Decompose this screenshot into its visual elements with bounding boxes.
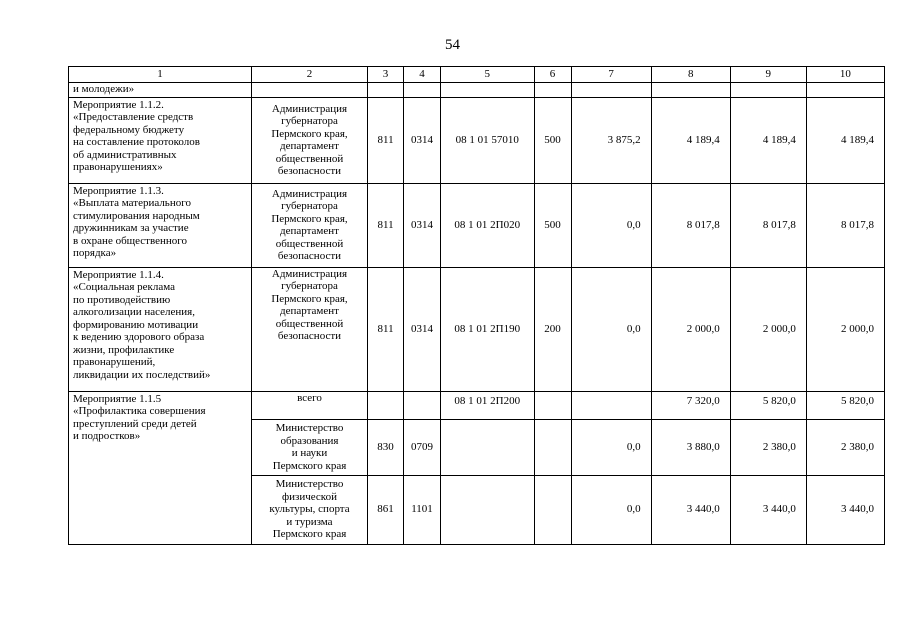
value-col9: 3 440,0 bbox=[730, 475, 806, 544]
page-number: 54 bbox=[445, 37, 460, 53]
executor: Администрация губернатора Пермского края, департамент общественной безопасности bbox=[251, 267, 367, 391]
gr-code: 811 bbox=[368, 97, 404, 183]
value-col10: 5 820,0 bbox=[806, 391, 884, 419]
gr-code bbox=[368, 391, 404, 419]
value-col7: 0,0 bbox=[571, 267, 651, 391]
executor: Министерство физической культуры, спорта и туризма Пермского края bbox=[251, 475, 367, 544]
activity-name: Мероприятие 1.1.3. «Выплата материального стимулирования народным дружинникам за участие в охране общественного порядка» bbox=[69, 183, 252, 267]
executor: Администрация губернатора Пермского края, департамент общественной безопасности bbox=[251, 97, 367, 183]
csr-code bbox=[441, 419, 535, 475]
value-col8: 3 880,0 bbox=[651, 419, 730, 475]
gr-code: 861 bbox=[368, 475, 404, 544]
table-row bbox=[69, 97, 885, 183]
rz-code: 1101 bbox=[404, 475, 441, 544]
rz-code: 0314 bbox=[404, 97, 441, 183]
value-col10: 2 000,0 bbox=[806, 267, 884, 391]
value-col9: 5 820,0 bbox=[730, 391, 806, 419]
rz-code: 0314 bbox=[404, 183, 441, 267]
value-col8: 2 000,0 bbox=[651, 267, 730, 391]
value-col9: 2 380,0 bbox=[730, 419, 806, 475]
value-col10: 3 440,0 bbox=[806, 475, 884, 544]
table-row bbox=[69, 183, 885, 267]
executor: Администрация губернатора Пермского края, департамент общественной безопасности bbox=[251, 183, 367, 267]
executor-total-label: всего bbox=[251, 391, 367, 419]
table-row-total bbox=[69, 391, 885, 419]
value-col8: 3 440,0 bbox=[651, 475, 730, 544]
table-row bbox=[69, 267, 885, 391]
rz-code: 0709 bbox=[404, 419, 441, 475]
csr-code: 08 1 01 2П190 bbox=[441, 267, 535, 391]
gr-code: 811 bbox=[368, 267, 404, 391]
budget-table bbox=[68, 66, 885, 545]
gr-code: 811 bbox=[368, 183, 404, 267]
activity-name: Мероприятие 1.1.5 «Профилактика совершения преступлений среди детей и подростков» bbox=[69, 391, 252, 544]
value-col10: 4 189,4 bbox=[806, 97, 884, 183]
column-number-4: 4 bbox=[404, 67, 441, 83]
vr-code: 500 bbox=[534, 97, 571, 183]
column-number-8: 8 bbox=[651, 67, 730, 83]
vr-code bbox=[534, 391, 571, 419]
value-col10: 2 380,0 bbox=[806, 419, 884, 475]
vr-code: 200 bbox=[534, 267, 571, 391]
csr-code: 08 1 01 57010 bbox=[441, 97, 535, 183]
value-col9: 2 000,0 bbox=[730, 267, 806, 391]
column-number-5: 5 bbox=[441, 67, 535, 83]
csr-code: 08 1 01 2П020 bbox=[441, 183, 535, 267]
value-col7 bbox=[571, 391, 651, 419]
vr-code: 500 bbox=[534, 183, 571, 267]
rz-code: 0314 bbox=[404, 267, 441, 391]
column-number-6: 6 bbox=[534, 67, 571, 83]
column-number-10: 10 bbox=[806, 67, 884, 83]
value-col8: 7 320,0 bbox=[651, 391, 730, 419]
column-number-3: 3 bbox=[368, 67, 404, 83]
header-row bbox=[69, 67, 885, 83]
column-number-1: 1 bbox=[69, 67, 252, 83]
vr-code bbox=[534, 475, 571, 544]
value-col8: 8 017,8 bbox=[651, 183, 730, 267]
csr-code bbox=[441, 475, 535, 544]
vr-code bbox=[534, 419, 571, 475]
value-col9: 8 017,8 bbox=[730, 183, 806, 267]
value-col7: 0,0 bbox=[571, 183, 651, 267]
continuation-text: и молодежи» bbox=[69, 83, 252, 98]
activity-name: Мероприятие 1.1.4. «Социальная реклама по противодействию алкоголизации населения, формированию мотивации к ведению здорового образа жизни, профилактике правонарушений, ликвидации их последствий» bbox=[69, 267, 252, 391]
value-col9: 4 189,4 bbox=[730, 97, 806, 183]
gr-code: 830 bbox=[368, 419, 404, 475]
column-number-7: 7 bbox=[571, 67, 651, 83]
csr-code: 08 1 01 2П200 bbox=[441, 391, 535, 419]
value-col10: 8 017,8 bbox=[806, 183, 884, 267]
column-number-9: 9 bbox=[730, 67, 806, 83]
value-col7: 0,0 bbox=[571, 475, 651, 544]
value-col7: 3 875,2 bbox=[571, 97, 651, 183]
column-number-2: 2 bbox=[251, 67, 367, 83]
executor: Министерство образования и науки Пермского края bbox=[251, 419, 367, 475]
continuation-row bbox=[69, 83, 885, 98]
rz-code bbox=[404, 391, 441, 419]
value-col8: 4 189,4 bbox=[651, 97, 730, 183]
activity-name: Мероприятие 1.1.2. «Предоставление средств федеральному бюджету на составление протоколов об административных правонарушениях» bbox=[69, 97, 252, 183]
value-col7: 0,0 bbox=[571, 419, 651, 475]
